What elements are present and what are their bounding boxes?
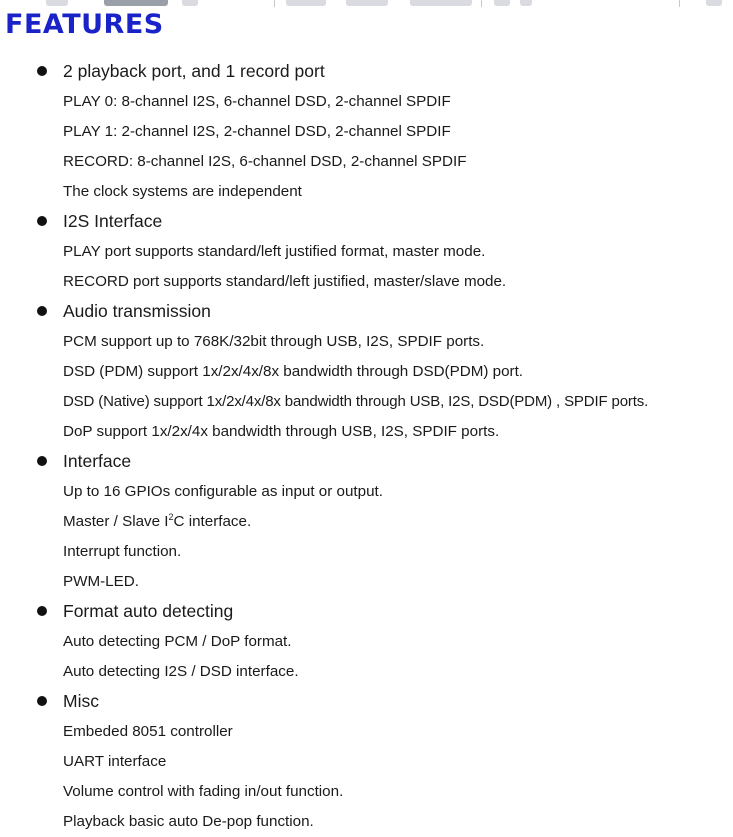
toolbar-fragment: [520, 0, 532, 6]
section-title: Audio transmission: [63, 301, 211, 321]
feature-line: [0, 716, 733, 746]
feature-text: PCM support up to 768K/32bit through USB, I2S, SPDIF ports.: [63, 333, 485, 350]
feature-text: PWM-LED.: [63, 573, 139, 590]
feature-section-audio: [0, 296, 733, 446]
bullet-icon: [37, 696, 47, 706]
toolbar-fragment: [46, 0, 68, 6]
section-title: Format auto detecting: [63, 601, 234, 621]
feature-text: PLAY 0: 8-channel I2S, 6-channel DSD, 2-channel SPDIF: [63, 93, 451, 110]
section-heading: [0, 596, 733, 626]
feature-text: DSD (PDM) support 1x/2x/4x/8x bandwidth through DSD(PDM) port.: [63, 363, 524, 380]
feature-line: [0, 416, 733, 446]
toolbar-divider: [679, 0, 680, 7]
features-list: [0, 56, 733, 836]
toolbar-fragment: [104, 0, 168, 6]
bullet-icon: [37, 306, 47, 316]
toolbar-fragment: [410, 0, 472, 6]
feature-section-i2s: [0, 206, 733, 296]
feature-text: RECORD port supports standard/left justified, master/slave mode.: [63, 273, 507, 290]
feature-line: [0, 536, 733, 566]
bullet-icon: [37, 66, 47, 76]
feature-text: PLAY port supports standard/left justified format, master mode.: [63, 243, 486, 260]
feature-section-ports: [0, 56, 733, 206]
feature-text: Auto detecting I2S / DSD interface.: [63, 663, 299, 680]
i2c-superscript: 2: [168, 512, 174, 522]
i2c-text-after: C interface.: [173, 513, 252, 530]
feature-text: RECORD: 8-channel I2S, 6-channel DSD, 2-channel SPDIF: [63, 153, 467, 170]
i2c-text-before: Master / Slave I: [63, 513, 169, 530]
feature-line: [0, 326, 733, 356]
section-heading: [0, 206, 733, 236]
toolbar-fragment: [494, 0, 510, 6]
feature-text: Playback basic auto De-pop function.: [63, 813, 314, 830]
feature-line: [0, 116, 733, 146]
toolbar-fragment: [346, 0, 388, 6]
feature-section-misc: [0, 686, 733, 836]
page-title: FEATURES: [5, 9, 164, 40]
feature-line: [0, 626, 733, 656]
section-title: Misc: [63, 691, 99, 711]
feature-line: [0, 386, 733, 416]
feature-line: [0, 776, 733, 806]
feature-line: [0, 86, 733, 116]
feature-text: Volume control with fading in/out function.: [63, 783, 344, 800]
toolbar-fragment: [286, 0, 326, 6]
toolbar-divider: [481, 0, 482, 7]
toolbar-fragment: [182, 0, 198, 6]
feature-text-i2c: [63, 512, 251, 532]
toolbar-divider: [274, 0, 275, 7]
feature-text: PLAY 1: 2-channel I2S, 2-channel DSD, 2-channel SPDIF: [63, 123, 451, 140]
bullet-icon: [37, 216, 47, 226]
section-title: Interface: [63, 451, 132, 471]
feature-line: [0, 236, 733, 266]
feature-text: UART interface: [63, 753, 167, 770]
section-title: I2S Interface: [63, 211, 163, 231]
section-heading: [0, 56, 733, 86]
toolbar-fragment: [706, 0, 722, 6]
feature-line: [0, 566, 733, 596]
feature-line: [0, 656, 733, 686]
bullet-icon: [37, 606, 47, 616]
feature-line: [0, 146, 733, 176]
feature-text: Up to 16 GPIOs configurable as input or output.: [63, 483, 383, 500]
feature-line: [0, 266, 733, 296]
bullet-icon: [37, 456, 47, 466]
feature-text: DSD (Native) support 1x/2x/4x/8x bandwidth through USB, I2S, DSD(PDM) , SPDIF ports.: [63, 393, 649, 410]
feature-text: Interrupt function.: [63, 543, 182, 560]
feature-line: [0, 806, 733, 836]
feature-text: Auto detecting PCM / DoP format.: [63, 633, 292, 650]
section-heading: [0, 446, 733, 476]
section-heading: [0, 296, 733, 326]
feature-line: [0, 176, 733, 206]
feature-text: Embeded 8051 controller: [63, 723, 233, 740]
feature-text: The clock systems are independent: [63, 183, 302, 200]
feature-section-format: [0, 596, 733, 686]
feature-line: [0, 476, 733, 506]
cropped-toolbar-strip: [0, 0, 733, 8]
section-title: 2 playback port, and 1 record port: [63, 61, 325, 81]
feature-text: DoP support 1x/2x/4x bandwidth through USB, I2S, SPDIF ports.: [63, 423, 500, 440]
feature-section-interface: [0, 446, 733, 596]
feature-line: [0, 746, 733, 776]
section-heading: [0, 686, 733, 716]
feature-line: [0, 356, 733, 386]
feature-line: [0, 506, 733, 536]
